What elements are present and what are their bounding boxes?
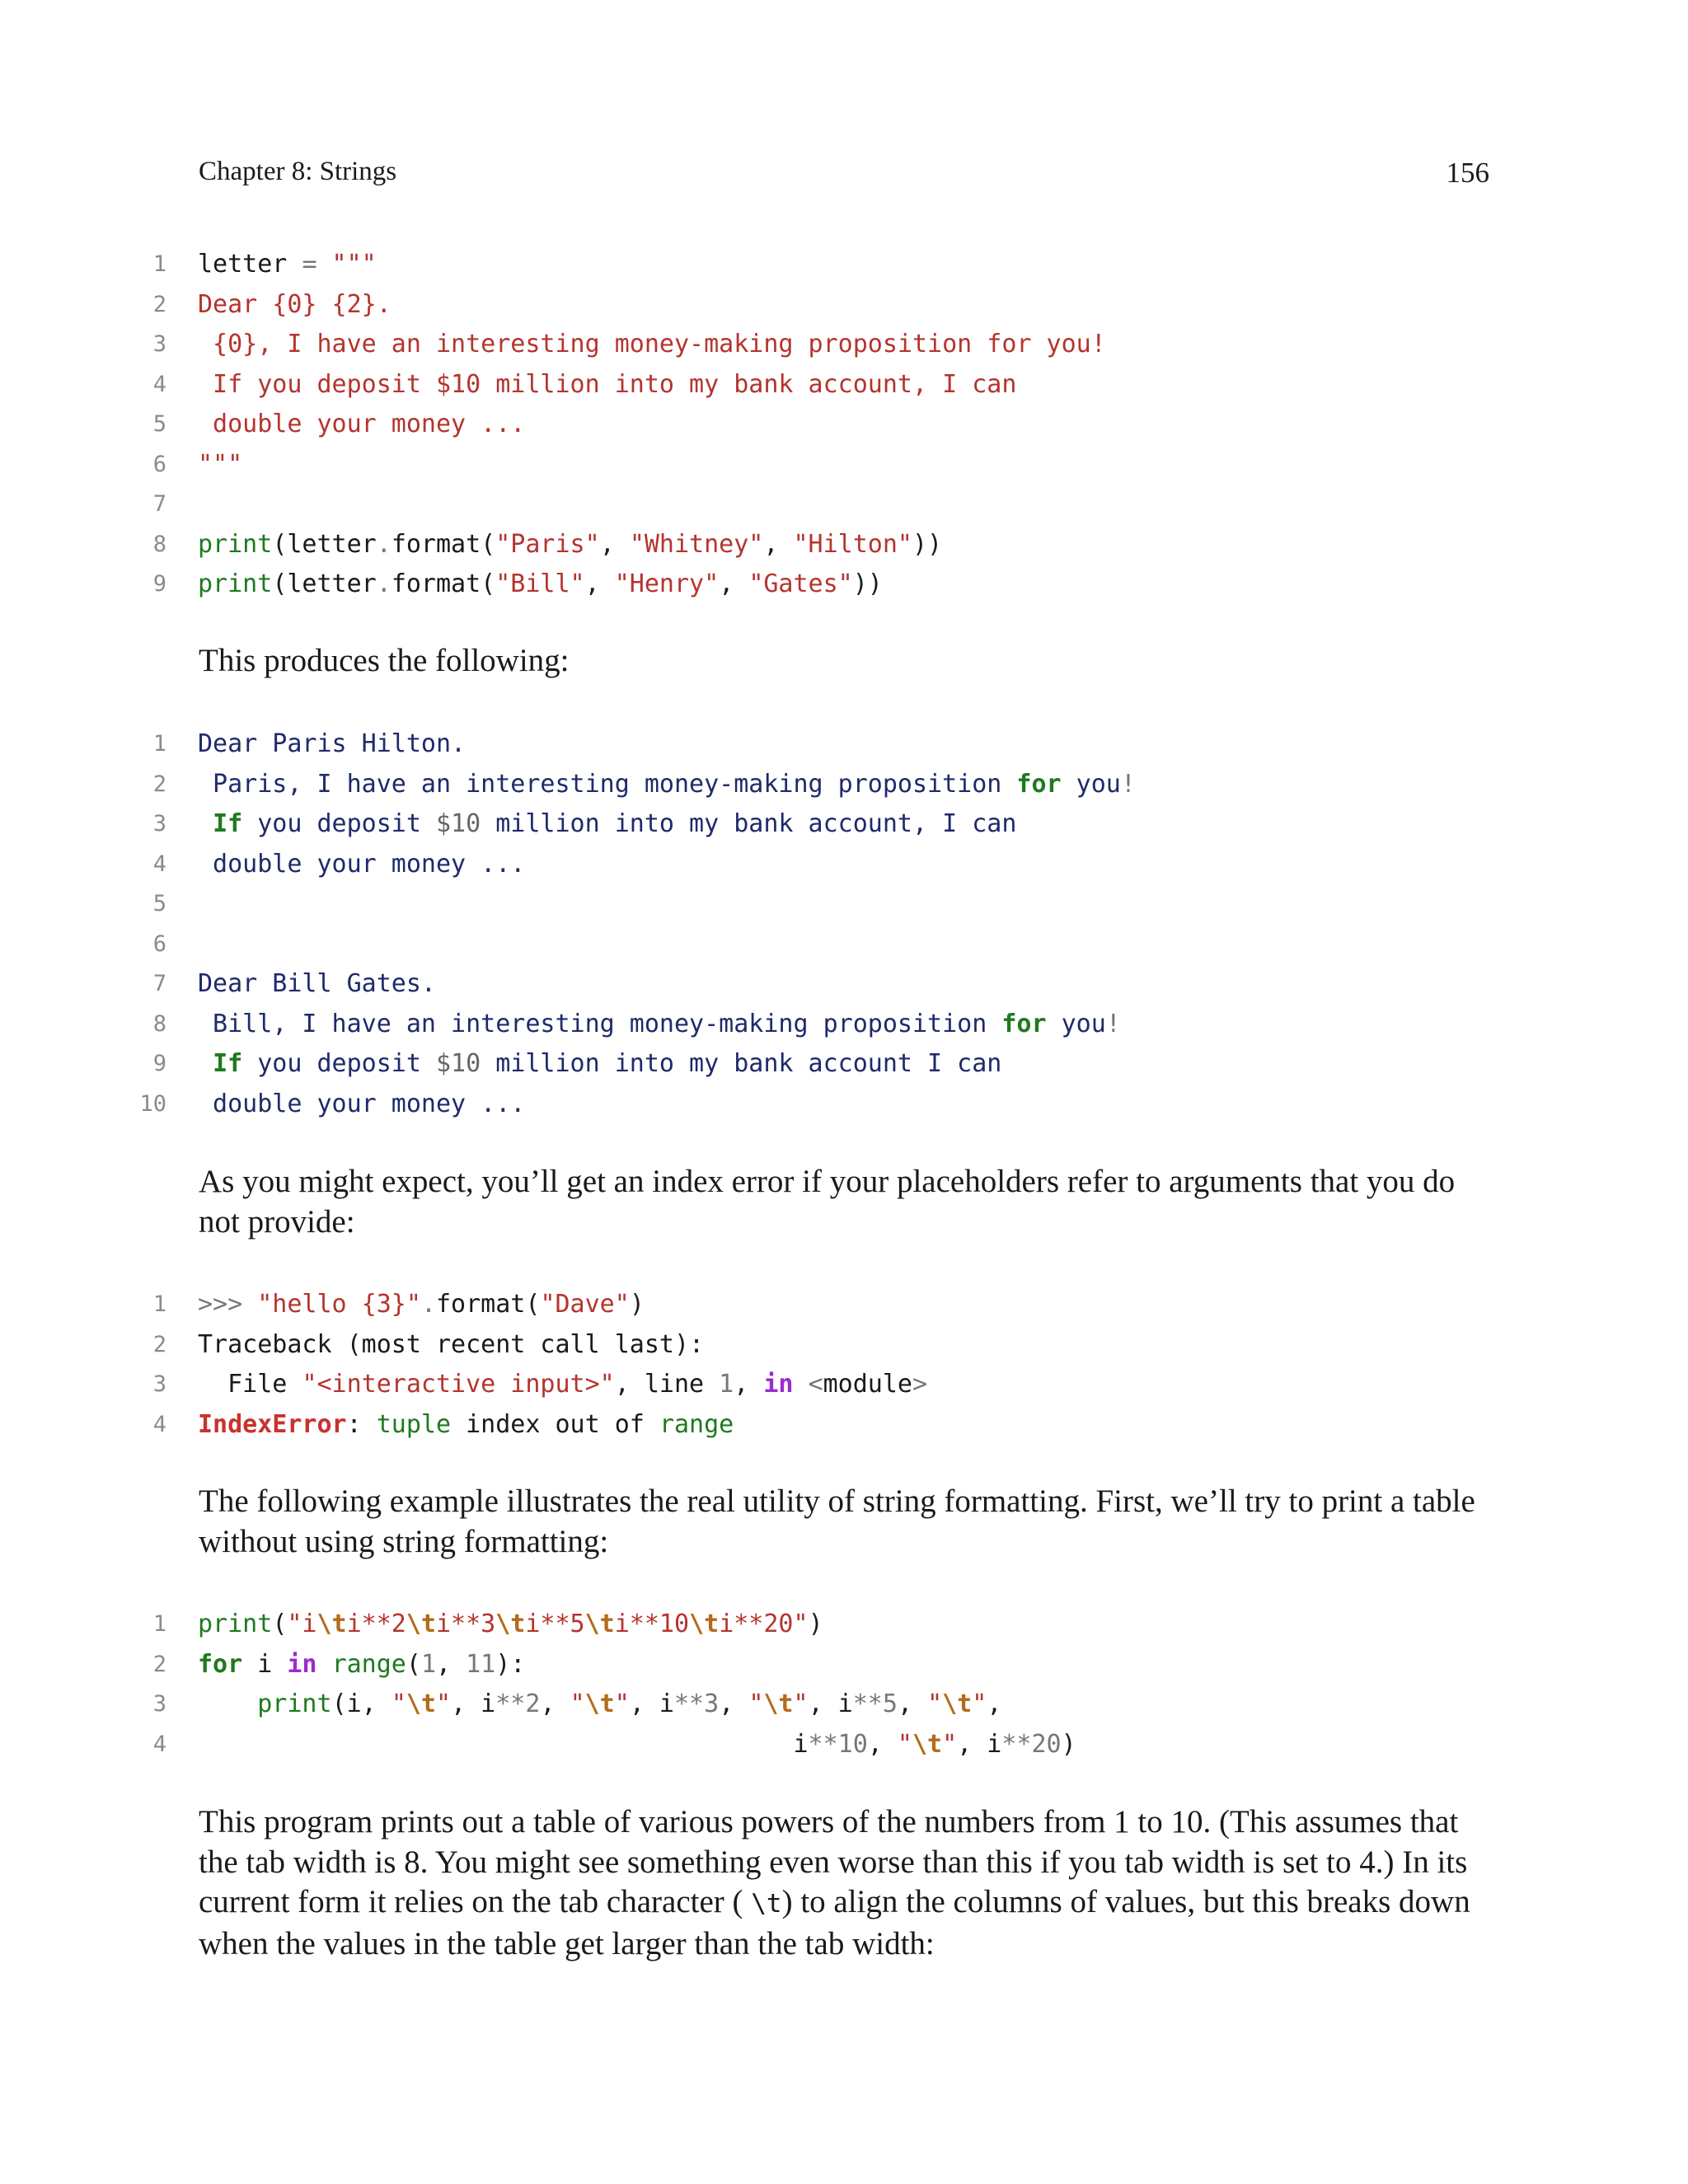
code-token: {0}, I have an interesting money-making proposition for you! xyxy=(198,330,1106,359)
code-token: i**10 xyxy=(614,1610,690,1638)
code-token: "Hilton" xyxy=(793,529,912,559)
code-line xyxy=(0,1605,1688,1645)
line-number: 2 xyxy=(152,771,166,797)
code-line xyxy=(0,525,1688,565)
code-token: (letter xyxy=(272,569,377,598)
code-text xyxy=(198,1044,1001,1085)
code-token xyxy=(793,1370,808,1399)
code-text xyxy=(198,1285,645,1325)
code-token: , xyxy=(987,1690,1002,1718)
code-text xyxy=(198,765,1136,805)
code-line xyxy=(0,1365,1688,1405)
code-token: \t xyxy=(316,1610,347,1638)
code-token: print xyxy=(198,1610,273,1638)
code-token: " xyxy=(570,1690,585,1718)
code-token: $10 xyxy=(436,809,481,838)
code-token: > xyxy=(912,1370,928,1399)
code-token: for xyxy=(1016,769,1062,799)
code-token: , i xyxy=(808,1690,853,1718)
paragraph-produces: This produces the following: xyxy=(199,643,570,678)
code-token xyxy=(198,1049,213,1078)
code-text xyxy=(198,325,1106,365)
code-token: million into my bank account I can xyxy=(481,1049,1002,1078)
code-token xyxy=(198,809,213,838)
code-token: , xyxy=(584,569,615,598)
code-token: ** xyxy=(674,1690,705,1718)
code-line xyxy=(0,1685,1688,1725)
page-number: 156 xyxy=(1446,157,1489,189)
code-token: Traceback (most recent call last): xyxy=(198,1329,705,1359)
code-text xyxy=(198,804,1016,845)
line-number: 2 xyxy=(152,291,166,317)
code-token: ** xyxy=(1001,1729,1032,1759)
code-token: ! xyxy=(1120,769,1136,799)
code-line xyxy=(0,485,1688,525)
line-number: 3 xyxy=(152,811,166,837)
code-token: double your money ... xyxy=(198,849,526,879)
code-text xyxy=(198,964,436,1005)
code-token: , xyxy=(599,529,630,559)
code-token: """ xyxy=(198,449,243,479)
code-token: , i xyxy=(629,1690,674,1718)
code-token: index out of xyxy=(451,1409,659,1439)
code-text xyxy=(198,845,525,885)
code-token: you deposit xyxy=(242,1049,436,1078)
code-token: < xyxy=(808,1370,823,1399)
code-token: \t xyxy=(495,1610,526,1638)
line-number: 7 xyxy=(152,971,166,996)
code-token: , xyxy=(719,1690,749,1718)
code-text xyxy=(198,405,525,445)
code-token: double your money ... xyxy=(198,410,526,438)
code-token: , xyxy=(897,1690,928,1718)
code-line xyxy=(0,1325,1688,1366)
code-token: " xyxy=(436,1690,452,1718)
running-header xyxy=(199,157,1489,190)
code-token: \t xyxy=(763,1690,794,1718)
code-token: in xyxy=(763,1370,794,1399)
code-token: format( xyxy=(436,1290,541,1319)
code-text xyxy=(198,1365,927,1405)
line-number: 7 xyxy=(152,491,166,517)
code-token: \t xyxy=(942,1690,973,1718)
code-token: i**2 xyxy=(346,1610,406,1638)
code-line xyxy=(0,445,1688,485)
code-token: " xyxy=(897,1729,912,1759)
code-token: range xyxy=(331,1649,406,1679)
code-token: letter xyxy=(198,250,302,279)
code-token: . xyxy=(376,529,392,559)
code-text xyxy=(198,565,883,605)
code-token: ) xyxy=(1061,1729,1076,1759)
code-token: IndexError xyxy=(198,1409,347,1439)
code-token: , i xyxy=(957,1729,1002,1759)
code-token: $10 xyxy=(436,1049,481,1078)
code-token xyxy=(242,1290,257,1319)
code-token: i xyxy=(198,1729,809,1759)
code-token: "<interactive input>" xyxy=(302,1370,615,1399)
code-token: i**3 xyxy=(436,1610,496,1638)
code-token: "hello {3}" xyxy=(257,1290,421,1319)
code-token: "Henry" xyxy=(614,569,720,598)
line-number: 5 xyxy=(152,891,166,916)
code-text xyxy=(198,1005,1121,1045)
code-line xyxy=(0,285,1688,326)
code-text xyxy=(198,445,242,485)
code-line xyxy=(0,245,1688,285)
code-token: 11 xyxy=(466,1649,496,1679)
code-token: \t xyxy=(689,1610,720,1638)
code-token: "Paris" xyxy=(495,529,600,559)
code-token: "i xyxy=(287,1610,317,1638)
code-token: module xyxy=(823,1370,912,1399)
code-token: ( xyxy=(272,1610,288,1638)
code-token: \t xyxy=(406,1690,436,1718)
line-number: 9 xyxy=(152,571,166,597)
code-token: , xyxy=(763,529,794,559)
line-number: 3 xyxy=(152,1691,166,1717)
line-number: 4 xyxy=(152,1411,166,1437)
code-token: range xyxy=(659,1409,734,1439)
paragraph-table-example: The following example illustrates the real utility of string formatting. First, we’ll try to print a table without using string formatting: xyxy=(199,1483,1475,1559)
line-number: 4 xyxy=(152,851,166,877)
code-token: \t xyxy=(406,1610,436,1638)
code-token: ): xyxy=(495,1649,526,1679)
line-number: 4 xyxy=(152,1731,166,1757)
line-number: 1 xyxy=(152,1291,166,1317)
code-token: for xyxy=(1001,1009,1047,1038)
code-token: you xyxy=(1046,1009,1106,1038)
line-number: 2 xyxy=(152,1331,166,1357)
paragraph-index-error: As you might expect, you’ll get an index error if your placeholders refer to arguments that you do not provide: xyxy=(199,1164,1456,1240)
code-token: >>> xyxy=(198,1290,243,1319)
code-token: (i, xyxy=(331,1690,392,1718)
code-token: print xyxy=(257,1690,332,1718)
line-number: 6 xyxy=(152,451,166,477)
paragraph-tab-width xyxy=(199,1802,1489,1964)
code-text xyxy=(198,525,942,565)
code-token: , xyxy=(867,1729,898,1759)
code-token: for xyxy=(198,1649,243,1679)
code-line xyxy=(0,325,1688,365)
code-token: )) xyxy=(852,569,883,598)
code-token: , line xyxy=(614,1370,720,1399)
code-token: you deposit xyxy=(242,809,436,838)
line-number: 5 xyxy=(152,411,166,437)
code-text xyxy=(198,1085,525,1125)
code-token: : xyxy=(346,1409,377,1439)
code-listing-output xyxy=(0,724,1688,1124)
code-line xyxy=(0,1285,1688,1325)
code-text xyxy=(198,1645,525,1685)
code-token: \t xyxy=(584,1610,615,1638)
code-token: \t xyxy=(584,1690,615,1718)
code-line xyxy=(0,765,1688,805)
code-listing-powers-table xyxy=(0,1605,1688,1765)
line-number: 10 xyxy=(139,1090,166,1117)
code-token: you xyxy=(1061,769,1121,799)
code-token: format( xyxy=(391,569,496,598)
line-number: 1 xyxy=(152,251,166,277)
line-number: 6 xyxy=(152,930,166,957)
line-number: 2 xyxy=(152,1651,166,1677)
code-token: . xyxy=(376,569,392,598)
code-token: " xyxy=(391,1690,406,1718)
code-token: , xyxy=(436,1649,467,1679)
code-line xyxy=(0,804,1688,845)
paragraph-tab-width-after: ) to align the columns of values, but this breaks down when the values in the table get larger than the tab width: xyxy=(199,1884,1470,1961)
line-number: 8 xyxy=(152,531,166,557)
code-token: 1 xyxy=(420,1649,436,1679)
code-line xyxy=(0,845,1688,885)
code-token: If you deposit $10 million into my bank account, I can xyxy=(198,369,1017,399)
code-token: File xyxy=(198,1370,302,1399)
code-token: \t xyxy=(912,1729,943,1759)
code-token: , xyxy=(734,1370,764,1399)
line-number: 8 xyxy=(152,1010,166,1037)
line-number: 3 xyxy=(152,331,166,357)
code-token: " xyxy=(793,1690,809,1718)
code-line xyxy=(0,724,1688,765)
code-token: ) xyxy=(629,1290,645,1319)
code-token: million into my bank account, I can xyxy=(481,809,1017,838)
code-line xyxy=(0,1645,1688,1685)
code-token: 3 xyxy=(704,1690,720,1718)
code-text xyxy=(198,1725,1076,1765)
code-token: , xyxy=(719,569,749,598)
code-token: in xyxy=(287,1649,317,1679)
line-number: 1 xyxy=(152,1611,166,1637)
code-token: 2 xyxy=(525,1690,541,1718)
code-line xyxy=(0,1725,1688,1765)
code-token: Paris, I have an interesting money-making proposition xyxy=(198,769,1017,799)
code-token: If xyxy=(213,809,243,838)
code-token: ( xyxy=(406,1649,421,1679)
code-token: "Dave" xyxy=(540,1290,630,1319)
code-token: Bill, I have an interesting money-making proposition xyxy=(198,1009,1002,1038)
code-token: "Gates" xyxy=(748,569,853,598)
code-token: "Bill" xyxy=(495,569,585,598)
code-token: print xyxy=(198,569,273,598)
code-listing-index-error xyxy=(0,1285,1688,1445)
code-token: """ xyxy=(316,250,377,279)
code-token xyxy=(317,1650,332,1679)
code-line xyxy=(0,1085,1688,1125)
code-token: print xyxy=(198,529,273,559)
code-token: " xyxy=(748,1690,764,1718)
code-token: . xyxy=(420,1290,436,1319)
code-text xyxy=(198,1685,1001,1725)
code-token: i**5 xyxy=(525,1610,585,1638)
code-token: If xyxy=(213,1049,243,1078)
code-token: ) xyxy=(808,1610,823,1638)
code-token: ** xyxy=(495,1690,526,1718)
code-text xyxy=(198,1325,704,1366)
code-token: )) xyxy=(912,529,943,559)
code-line xyxy=(0,964,1688,1005)
code-token xyxy=(198,1690,257,1718)
code-line xyxy=(0,405,1688,445)
code-token: "Whitney" xyxy=(629,529,764,559)
code-token: format( xyxy=(391,529,496,559)
code-token: Dear {0} {2}. xyxy=(198,289,392,319)
code-token: Dear Paris Hilton. xyxy=(198,729,467,758)
line-number: 9 xyxy=(152,1051,166,1076)
code-line xyxy=(0,925,1688,965)
code-text xyxy=(198,1405,734,1446)
code-text xyxy=(198,724,466,765)
code-line xyxy=(0,565,1688,605)
code-token: double your money ... xyxy=(198,1089,526,1118)
code-line xyxy=(0,1405,1688,1446)
line-number: 3 xyxy=(152,1371,166,1397)
code-token: tuple xyxy=(376,1409,452,1439)
code-token: " xyxy=(927,1690,943,1718)
code-token: 20 xyxy=(1031,1729,1062,1759)
code-token: 10 xyxy=(837,1729,868,1759)
code-text xyxy=(198,365,1016,405)
line-number: 4 xyxy=(152,371,166,397)
code-token: Dear Bill Gates. xyxy=(198,969,436,998)
code-line xyxy=(0,365,1688,405)
code-line xyxy=(0,1044,1688,1085)
code-token: , i xyxy=(451,1690,496,1718)
code-listing-letter-format xyxy=(0,245,1688,605)
code-token: ! xyxy=(1105,1009,1121,1038)
code-token: = xyxy=(302,250,317,279)
chapter-title: Chapter 8: Strings xyxy=(199,157,397,186)
code-line xyxy=(0,1005,1688,1045)
inline-code-tab: \t xyxy=(751,1889,782,1919)
code-token: (letter xyxy=(272,529,377,559)
code-token: ** xyxy=(852,1690,883,1718)
code-token: " xyxy=(614,1690,630,1718)
code-token: 5 xyxy=(882,1690,898,1718)
paragraph-tab-width-before: This program prints out a table of various powers of the numbers from 1 to 10. (This assumes that the tab width is 8. You might see something even worse than this if you tab width is set to 4.) In its current form it relies on the tab character ( xyxy=(199,1804,1468,1919)
line-number: 1 xyxy=(152,731,166,757)
code-token: " xyxy=(942,1729,958,1759)
code-token: 1 xyxy=(719,1370,734,1399)
code-text xyxy=(198,285,392,326)
code-token: , xyxy=(540,1690,570,1718)
code-text xyxy=(198,245,377,285)
code-line xyxy=(0,884,1688,925)
code-token: i**20" xyxy=(719,1610,809,1638)
code-text xyxy=(198,1605,823,1645)
code-token: ** xyxy=(808,1729,838,1759)
code-token: i xyxy=(242,1649,288,1679)
code-token: " xyxy=(972,1690,987,1718)
